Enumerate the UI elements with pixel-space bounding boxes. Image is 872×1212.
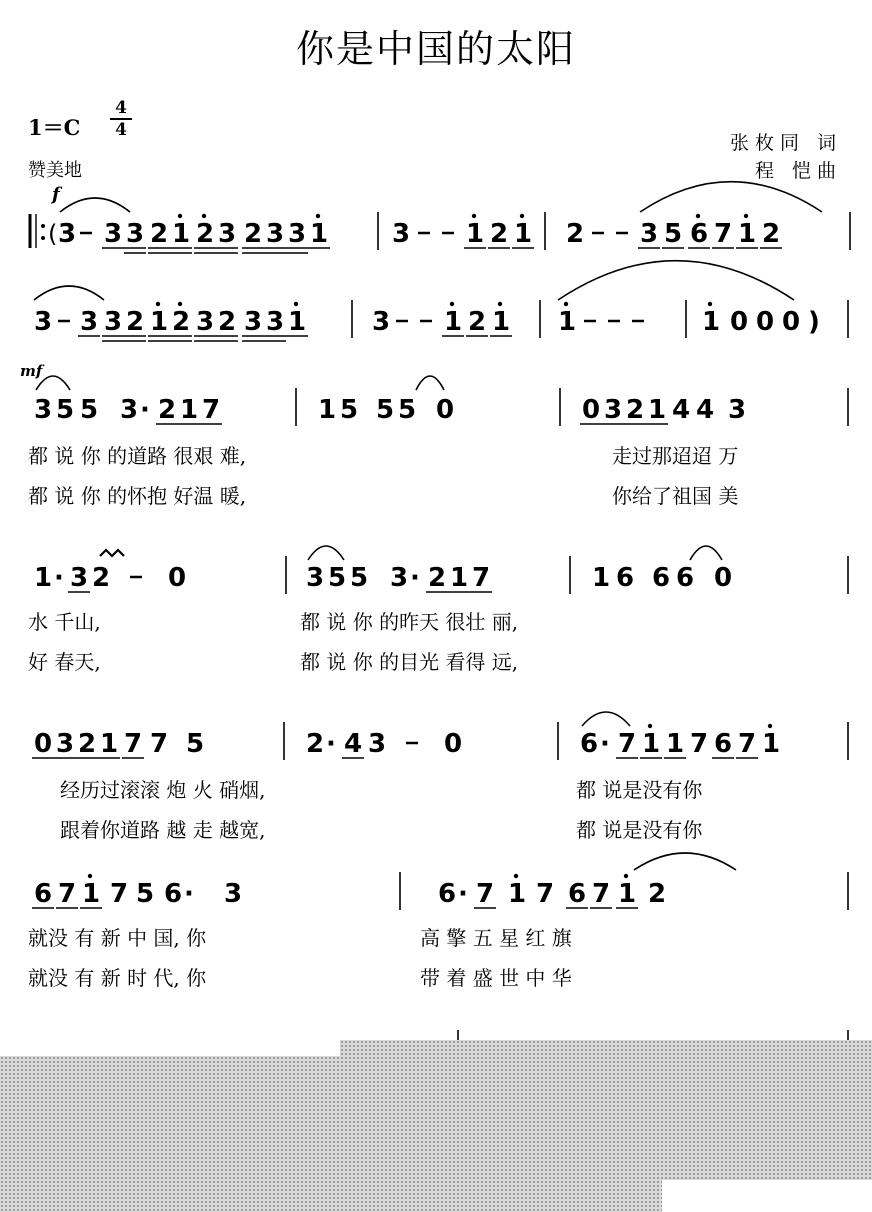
lyric-line: 跟着你道路 越 走 越宽, <box>60 818 266 842</box>
octave-dot <box>564 302 568 306</box>
note-digit: 1 <box>492 307 511 337</box>
note-digit: 1 <box>450 563 469 593</box>
note-digit: · <box>326 729 336 759</box>
note-digit: 3 <box>104 219 123 249</box>
note-digit: 0 <box>444 729 463 759</box>
note-digit: 5 <box>328 563 347 593</box>
octave-dot <box>744 214 748 218</box>
note-digit: 6 <box>690 219 709 249</box>
slur-mark <box>640 182 822 212</box>
lyric-line: 就没 有 新 时 代, 你 <box>28 966 207 990</box>
key-signature: 1＝C <box>28 115 81 140</box>
note-digit: 2 <box>626 395 645 425</box>
slur-mark <box>416 376 444 390</box>
time-signature-numerator: 4 <box>115 98 127 118</box>
note-digit: 6 <box>164 879 183 909</box>
lyric-line: 高 擎 五 星 红 旗 <box>420 926 572 950</box>
note-digit: 7 <box>536 879 555 909</box>
note-digit: 0 <box>714 563 733 593</box>
note-digit: 5 <box>350 563 369 593</box>
note-digit: 3 <box>196 307 215 337</box>
octave-dot <box>708 302 712 306</box>
octave-dot <box>316 214 320 218</box>
note-digit: 0 <box>34 729 53 759</box>
note-digit: 3 <box>728 395 747 425</box>
time-signature-denominator: 4 <box>110 118 132 140</box>
note-digit: 6 <box>34 879 53 909</box>
note-digit: 7 <box>592 879 611 909</box>
note-digit: 7 <box>618 729 637 759</box>
octave-dot <box>514 874 518 878</box>
note-digit: 6 <box>438 879 457 909</box>
repeat-dot <box>41 236 45 240</box>
note-digit: 1 <box>514 219 533 249</box>
note-digit: 6 <box>580 729 599 759</box>
note-digit: 1 <box>444 307 463 337</box>
note-digit: 1 <box>508 879 527 909</box>
paper-edge <box>0 1040 340 1056</box>
note-digit: 2 <box>428 563 447 593</box>
repeat-dot <box>41 224 45 228</box>
note-digit: 7 <box>738 729 757 759</box>
note-digit: 7 <box>714 219 733 249</box>
note-digit: 1 <box>318 395 337 425</box>
slur-mark <box>60 198 130 212</box>
note-digit: 5 <box>340 395 359 425</box>
note-digit: 3 <box>372 307 391 337</box>
note-digit: 3 <box>126 219 145 249</box>
lyricist-credit: 张枚同 词 <box>729 132 842 154</box>
note-digit: 7 <box>124 729 143 759</box>
note-digit: 2 <box>126 307 145 337</box>
note-digit: 5 <box>398 395 417 425</box>
note-digit: 2 <box>762 219 781 249</box>
note-digit: 2 <box>92 563 111 593</box>
dynamic-forte: f <box>52 184 60 205</box>
note-digit: 5 <box>80 395 99 425</box>
octave-dot <box>472 214 476 218</box>
note-digit: · <box>184 879 194 909</box>
note-digit: 2 <box>172 307 191 337</box>
note-digit: 6 <box>652 563 671 593</box>
note-digit: 0 <box>756 307 775 337</box>
note-digit: ) <box>808 307 820 337</box>
dynamic-mezzo-forte: mf <box>20 362 43 380</box>
note-digit: 1 <box>648 395 667 425</box>
lyric-line: 带 着 盛 世 中 华 <box>420 966 572 990</box>
note-digit: 3 <box>34 307 53 337</box>
lyric-line: 都 说是没有你 <box>576 818 703 842</box>
note-digit: 3 <box>390 563 409 593</box>
note-digit: 7 <box>58 879 77 909</box>
note-digit: 7 <box>690 729 709 759</box>
paren-mark: ( <box>48 220 58 248</box>
octave-dot <box>768 724 772 728</box>
note-digit: 6 <box>676 563 695 593</box>
lyric-line: 都 说是没有你 <box>576 778 703 802</box>
note-digit: 4 <box>672 395 691 425</box>
octave-dot <box>178 214 182 218</box>
note-digit: 0 <box>782 307 801 337</box>
note-digit: 7 <box>150 729 169 759</box>
note-digit: 1 <box>180 395 199 425</box>
lyric-line: 好 春天, <box>28 650 101 674</box>
tempo-marking: 赞美地 <box>28 160 82 181</box>
note-digit: 3 <box>80 307 99 337</box>
lyric-line: 就没 有 新 中 国, 你 <box>28 926 207 950</box>
note-digit: 6 <box>714 729 733 759</box>
note-digit: 2 <box>490 219 509 249</box>
note-digit: 5 <box>136 879 155 909</box>
song-title: 你是中国的太阳 <box>295 27 576 71</box>
note-digit: 0 <box>582 395 601 425</box>
slur-mark <box>36 376 70 390</box>
note-digit: · <box>458 879 468 909</box>
note-digit: 3 <box>266 307 285 337</box>
note-digit: 1 <box>642 729 661 759</box>
note-digit: 2 <box>218 307 237 337</box>
note-digit: · <box>600 729 610 759</box>
note-digit: 3 <box>104 307 123 337</box>
note-digit: 5 <box>56 395 75 425</box>
note-digit: 1 <box>618 879 637 909</box>
note-digit: 3 <box>640 219 659 249</box>
note-digit: 2 <box>468 307 487 337</box>
octave-dot <box>450 302 454 306</box>
note-digit: 1 <box>82 879 101 909</box>
slur-mark <box>582 712 630 726</box>
note-digit: 2 <box>306 729 325 759</box>
note-digit: · <box>140 395 150 425</box>
octave-dot <box>624 874 628 878</box>
note-digit: 3 <box>34 395 53 425</box>
note-digit: 1 <box>466 219 485 249</box>
note-digit: 2 <box>158 395 177 425</box>
note-digit: 6 <box>616 563 635 593</box>
octave-dot <box>498 302 502 306</box>
note-digit: 7 <box>202 395 221 425</box>
note-digit: 0 <box>436 395 455 425</box>
lyric-line: 你给了祖国 美 <box>612 484 739 508</box>
note-digit: 3 <box>306 563 325 593</box>
lyric-line: 都 说 你 的怀抱 好温 暖, <box>28 484 247 508</box>
note-digit: 2 <box>150 219 169 249</box>
note-digit: 3 <box>288 219 307 249</box>
slur-mark <box>308 546 344 560</box>
note-digit: 3 <box>604 395 623 425</box>
octave-dot <box>88 874 92 878</box>
lyric-line: 走过那迢迢 万 <box>612 444 739 468</box>
note-digit: 4 <box>696 395 715 425</box>
octave-dot <box>696 214 700 218</box>
note-digit: 1 <box>762 729 781 759</box>
lyric-line: 都 说 你 的昨天 很壮 丽, <box>300 610 519 634</box>
note-digit: 1 <box>150 307 169 337</box>
note-digit: 2 <box>648 879 667 909</box>
ornament-mark <box>100 550 124 556</box>
note-digit: 2 <box>566 219 585 249</box>
note-digit: 3 <box>266 219 285 249</box>
note-digit: 0 <box>168 563 187 593</box>
note-digit: 2 <box>196 219 215 249</box>
octave-dot <box>178 302 182 306</box>
note-digit: 4 <box>344 729 363 759</box>
note-digit: 2 <box>78 729 97 759</box>
slur-mark <box>558 261 794 300</box>
note-digit: · <box>54 563 64 593</box>
note-digit: 7 <box>110 879 129 909</box>
note-digit: 5 <box>376 395 395 425</box>
note-digit: 7 <box>472 563 491 593</box>
lyric-line: 都 说 你 的道路 很艰 难, <box>28 444 247 468</box>
note-digit: 3 <box>244 307 263 337</box>
octave-dot <box>520 214 524 218</box>
note-digit: 1 <box>34 563 53 593</box>
lyric-line: 都 说 你 的目光 看得 远, <box>300 650 519 674</box>
octave-dot <box>648 724 652 728</box>
note-digit: 1 <box>288 307 307 337</box>
octave-dot <box>294 302 298 306</box>
note-digit: 1 <box>592 563 611 593</box>
note-digit: 3 <box>224 879 243 909</box>
slur-mark <box>634 853 736 870</box>
note-digit: 7 <box>476 879 495 909</box>
note-digit: 1 <box>558 307 577 337</box>
note-digit: 3 <box>120 395 139 425</box>
note-digit: 3 <box>56 729 75 759</box>
note-digit: 1 <box>702 307 721 337</box>
slur-mark <box>34 286 104 300</box>
note-digit: 6 <box>568 879 587 909</box>
lyric-line: 经历过滚滚 炮 火 硝烟, <box>60 778 266 802</box>
note-digit: 3 <box>392 219 411 249</box>
paper-edge <box>662 1180 872 1212</box>
note-digit: 3 <box>58 219 77 249</box>
note-digit: 3 <box>368 729 387 759</box>
note-digit: 5 <box>664 219 683 249</box>
note-digit: 1 <box>172 219 191 249</box>
note-digit: 1 <box>666 729 685 759</box>
composer-credit: 程 恺曲 <box>754 160 842 182</box>
note-digit: 1 <box>100 729 119 759</box>
note-digit: 1 <box>310 219 329 249</box>
note-digit: 3 <box>70 563 89 593</box>
octave-dot <box>156 302 160 306</box>
note-digit: · <box>410 563 420 593</box>
note-digit: 0 <box>730 307 749 337</box>
note-digit: 5 <box>186 729 205 759</box>
slur-mark <box>690 546 722 560</box>
note-digit: 3 <box>218 219 237 249</box>
note-digit: 1 <box>738 219 757 249</box>
note-digit: 2 <box>244 219 263 249</box>
lyric-line: 水 千山, <box>28 610 101 634</box>
octave-dot <box>202 214 206 218</box>
